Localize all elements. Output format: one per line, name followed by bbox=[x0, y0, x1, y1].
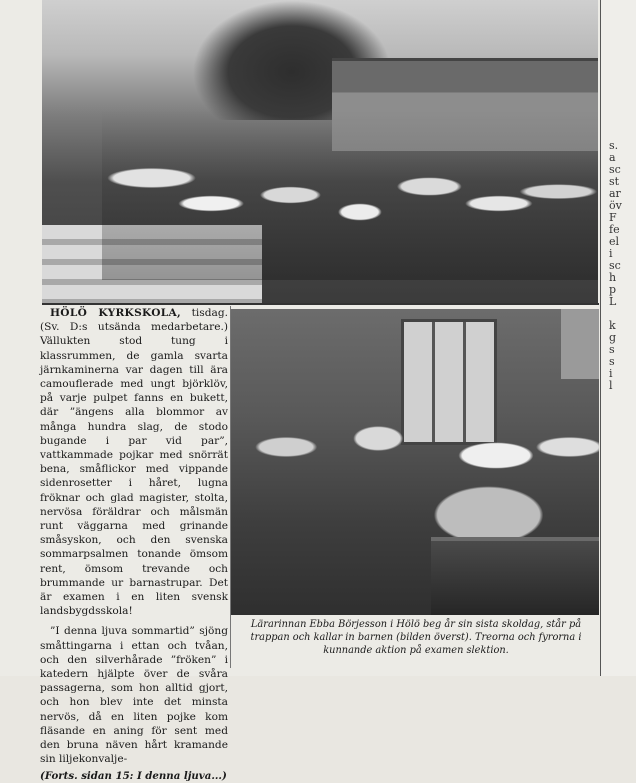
photo-classroom-raised-hands bbox=[231, 309, 599, 615]
photo-classroom-window-right bbox=[561, 309, 599, 379]
photo-pupils bbox=[231, 379, 599, 549]
adjacent-column-text: s. a sc st ar öv F fe el i sc h p L k g s s i l bbox=[609, 140, 622, 392]
article-body bbox=[40, 306, 228, 782]
article-headline: HÖLÖ KYRKSKOLA, bbox=[50, 307, 182, 319]
article-continuation: (Forts. sidan 15: I denna ljuva...) bbox=[40, 769, 227, 782]
photo-children-crowd bbox=[102, 110, 598, 280]
article-text-1: tisdag. (Sv. D:s utsända medarbetare.) Vällukten stod tung i klassrummen, de gamla svarta järnkaminerna var dagen till ära camouflerade med ungt björklöv, på varje pulpet fanns en bukett, där ”ängens alla blommor av många hundra slag, de stodo bugande i par vid par”, vattkammade pojkar med snörrät bena, småflickor med vippande sidenrosetter i håret, lugna fröknar och glad magister, stolta, nervösa föräldrar och målsmän runt väggarna med grinande småsyskon, och den svenska sommarpsalmen tonande ömsom rent, ömsom trevande och brummande ur barnastrupar. Det är examen i en liten svensk landsbygdsskola! bbox=[40, 307, 228, 618]
divider-horizontal bbox=[42, 303, 599, 305]
photo-desk-with-flowers bbox=[431, 537, 599, 615]
article-paragraph-2: ”I denna ljuva sommartid” sjöng småttingarna i ettan och tvåan, och den silverhårade ”fröken” i katedern hjälpte över de svåra passagerna, som hon alltid gjort, och hon blev inte det minsta nervös, då en liten pojke kom fläsande en aning för sent med den bruna näven hårt kramande sin liljekonvalje- bbox=[40, 625, 228, 766]
photo-schoolyard-teacher-and-children bbox=[42, 0, 598, 303]
article-paragraph-1 bbox=[40, 306, 228, 618]
photo-caption: Lärarinnan Ebba Börjesson i Hölö beg år sin sista skoldag, står på trappan och kallar in barnen (bilden överst). Treorna och fyrorna i kunnande aktion på examen slektion. bbox=[250, 619, 582, 657]
adjacent-column-fragment bbox=[600, 0, 636, 676]
